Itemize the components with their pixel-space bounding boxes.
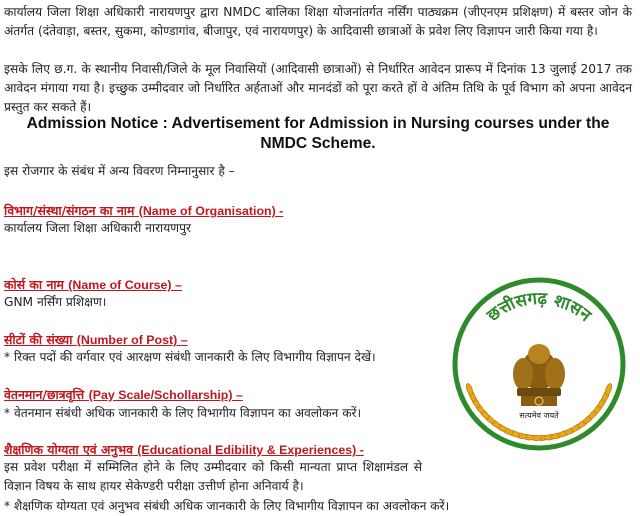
section-title-pay — [4, 386, 243, 403]
section-title-organisation — [4, 202, 283, 219]
notice-paragraph-1: कार्यालय जिला शिक्षा अधिकारी नारायणपुर द्वारा NMDC बालिका शिक्षा योजनांतर्गत नर्सिंग पाठ्यक्रम (जीएनएम प्रशिक्षण) में बस्तर जोन के अंतर्गत (दंतेवाड़ा, बस्तर, सुकमा, कोण्डागांव, बीजापुर, एवं नारायणपुर) के आदिवासी छात्राओं के प्रवेश लिए विज्ञापन जारी किया गया है। — [4, 5, 632, 38]
section-title-en: (Name of Course) – — [68, 278, 182, 292]
section-title-hi: कोर्स का नाम — [4, 277, 64, 292]
section-title-posts — [4, 331, 188, 348]
section-body-posts: * रिक्त पदों की वर्गवार एवं आरक्षण संबंधी जानकारी के लिए विभागीय विज्ञापन देखें। — [4, 350, 376, 364]
section-title-en: (Pay Scale/Schollarship) – — [88, 388, 243, 402]
section-title-en: (Educational Edibility & Experiences) - — [137, 443, 364, 457]
section-body-education-note: * शैक्षणिक योग्यता एवं अनुभव संबंधी अधिक जानकारी के लिए विभागीय विज्ञापन का अवलोकन करें। — [4, 499, 450, 513]
section-body-course: GNM नर्सिंग प्रशिक्षण। — [4, 295, 107, 309]
section-title-hi: वेतनमान/छात्रवृत्ति — [4, 387, 85, 402]
section-body-pay: * वेतनमान संबंधी अधिक जानकारी के लिए विभागीय विज्ञापन का अवलोकन करें। — [4, 406, 362, 420]
section-title-hi: विभाग/संस्था/संगठन का नाम — [4, 203, 135, 218]
section-title-education — [4, 441, 364, 458]
section-title-hi: शैक्षणिक योग्यता एवं अनुभव — [4, 442, 133, 457]
notice-heading: Admission Notice : Advertisement for Admission in Nursing courses under the NMDC Scheme. — [26, 115, 610, 152]
intro-text: इस रोजगार के संबंध में अन्य विवरण निम्नानुसार है – — [4, 164, 235, 178]
section-title-en: (Number of Post) – — [76, 333, 188, 347]
chhattisgarh-emblem-icon — [445, 272, 633, 456]
emblem-top-text: छत्तीसगढ़ शासन — [483, 288, 595, 326]
notice-paragraph-2: इसके लिए छ.ग. के स्थानीय निवासी/जिले के मूल निवासियों (आदिवासी छात्राओं) से निर्धारित आवेदन प्रारूप में दिनांक 13 जुलाई 2017 तक आवेदन मंगाया गया है। इच्छुक उम्मीदवार जो निर्धारित अर्हताओं और मानदंडों को पूरा करते हों वे अंतिम तिथि के पूर्व विभाग को अपना आवेदन प्रस्तुत कर सकते हैं। — [4, 62, 632, 114]
section-title-hi: सीटों की संख्या — [4, 332, 73, 347]
section-body-education: इस प्रवेश परीक्षा में सम्मिलित होने के लिए उम्मीदवार को किसी मान्यता प्राप्त शिक्षामंडल से विज्ञान विषय के साथ हायर सेकेण्डरी परीक्षा उत्तीर्ण होना अनिवार्य है। — [4, 460, 422, 493]
section-title-course — [4, 276, 182, 293]
section-title-en: (Name of Organisation) - — [138, 204, 284, 218]
emblem-motto: सत्यमेव जयते — [519, 411, 559, 420]
section-body-organisation: कार्यालय जिला शिक्षा अधिकारी नारायणपुर — [4, 221, 191, 235]
